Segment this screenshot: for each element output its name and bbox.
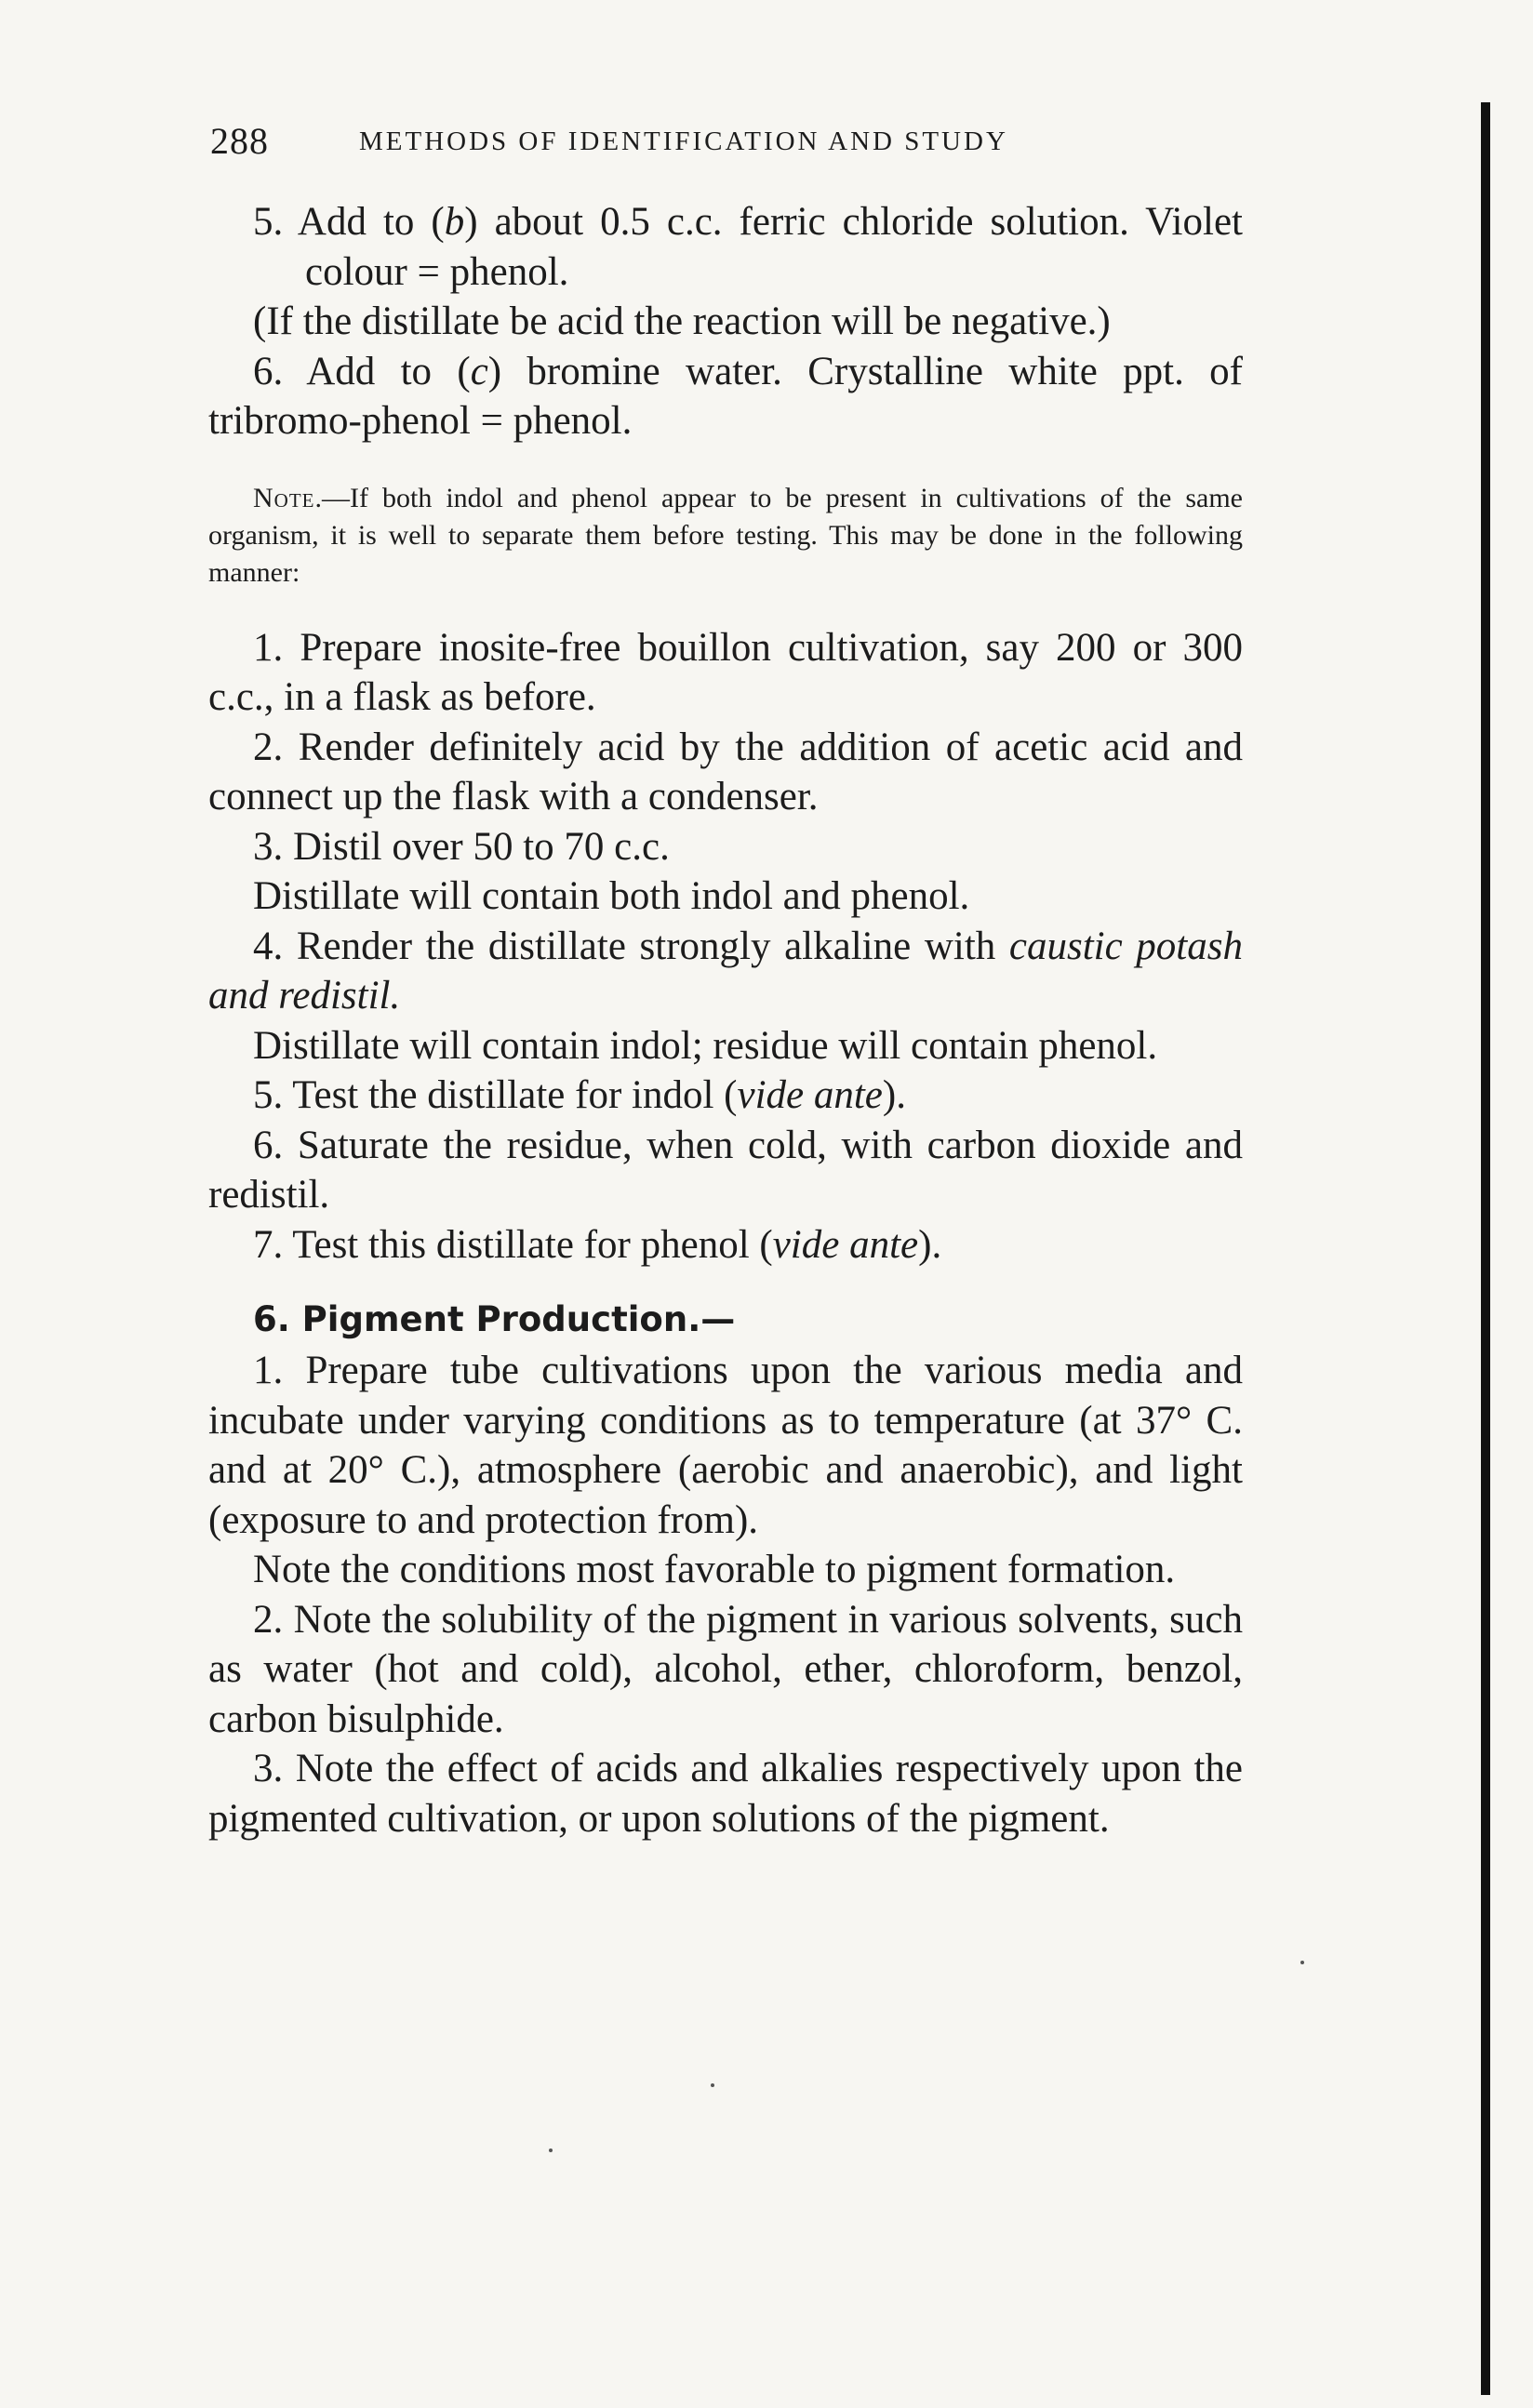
paragraph-pigment-2: 2. Note the solubility of the pigment in various solvents, such as water (hot and cold), alcohol, ether, chloroform, benzol, carbon bisulphide.: [208, 1597, 1243, 1741]
paragraph-sep-4-result: Distillate will contain indol; residue will contain phenol.: [253, 1023, 1158, 1068]
text-italic: b: [444, 200, 465, 244]
text-span: ).: [918, 1222, 942, 1267]
paragraph-acid-remark: (If the distillate be acid the reaction will be negative.): [253, 299, 1111, 343]
text-italic: vide ante: [737, 1073, 883, 1117]
text-span: ) about 0.5 c.c. ferric chloride solution. Violet colour = phenol.: [305, 200, 1243, 294]
paragraph-sep-3-result: Distillate will contain both indol and phenol.: [253, 874, 970, 918]
text-span: 7. Test this distillate for phenol (: [253, 1222, 773, 1267]
running-head: METHODS OF IDENTIFICATION AND STUDY: [359, 126, 1008, 156]
paragraph-pigment-1-note: Note the conditions most favorable to pigment formation.: [253, 1548, 1176, 1591]
paper-speck: [711, 2083, 714, 2087]
page-body: [208, 197, 1243, 1843]
text-span: ).: [882, 1073, 906, 1117]
section-heading-pigment: 6. Pigment Production.—: [253, 1299, 736, 1339]
text-span: 6. Add to (: [253, 349, 471, 393]
paragraph-sep-6: 6. Saturate the residue, when cold, with carbon dioxide and redistil.: [208, 1123, 1243, 1217]
paper-speck: [1300, 1961, 1304, 1964]
paper-speck: [549, 2149, 553, 2152]
note-label: Note: [253, 482, 315, 513]
paragraph-pigment-1: 1. Prepare tube cultivations upon the various media and incubate under varying conditions as to temperature (at 37° C. and at 20° C.), atmosphere (aerobic and anaerobic), and light (exposure to and protection from).: [208, 1349, 1243, 1542]
paragraph-pigment-3: 3. Note the effect of acids and alkalies respectively upon the pigmented cultivation, or upon solutions of the pigment.: [208, 1747, 1243, 1841]
text-italic: c: [470, 349, 488, 393]
paragraph-step-5-ferric: [208, 197, 1243, 297]
paragraph-sep-3: 3. Distil over 50 to 70 c.c.: [253, 824, 670, 869]
paragraph-step-6-bromine: [208, 347, 1243, 446]
text-span: 4. Render the distillate strongly alkaline with: [253, 924, 1009, 968]
text-span: 5. Test the distillate for indol (: [253, 1073, 738, 1117]
paragraph-sep-5: [208, 1071, 1243, 1121]
text-span: 5. Add to (: [253, 200, 445, 244]
text-italic: caustic potash and redistil.: [208, 924, 1243, 1018]
text-italic: vide ante: [772, 1222, 919, 1267]
paragraph-sep-2: 2. Render definitely acid by the addition of acetic acid and connect up the flask with a condenser.: [208, 725, 1243, 818]
note-paragraph: [208, 480, 1243, 592]
note-text: .—If both indol and phenol appear to be present in cultivations of the same organism, it is well to separate them before testing. This may be done in the following manner:: [208, 482, 1243, 588]
paragraph-sep-7: [208, 1220, 1243, 1271]
page-header: [210, 119, 1243, 166]
paragraph-sep-4: [208, 922, 1243, 1021]
page-edge-shadow: [1481, 102, 1490, 2395]
page-number: 288: [210, 120, 269, 162]
text-span: ) bromine water. Crystalline white ppt. of tribromo-phenol = phenol.: [208, 349, 1243, 443]
paragraph-sep-1: 1. Prepare inosite-free bouillon cultivation, say 200 or 300 c.c., in a flask as before.: [208, 625, 1243, 719]
